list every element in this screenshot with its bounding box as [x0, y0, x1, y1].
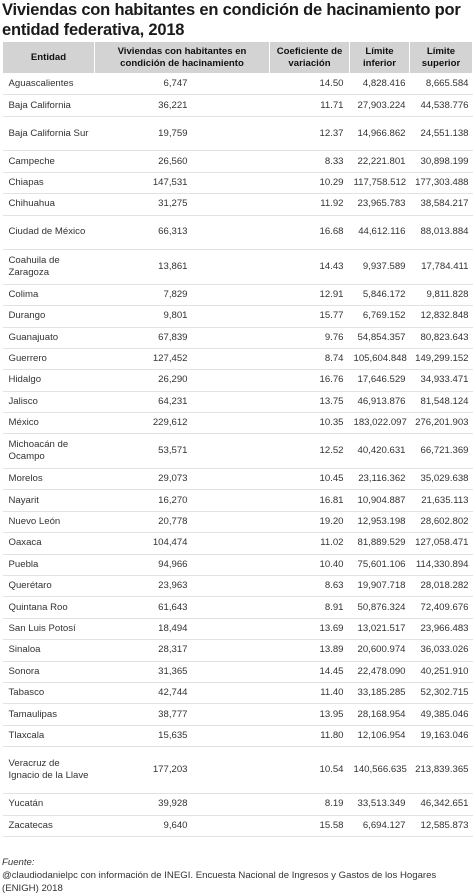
cell-limite-inferior: 33,185.285	[350, 682, 410, 703]
table-row	[3, 682, 473, 703]
cell-entidad: Yucatán	[3, 794, 95, 815]
cell-limite-superior: 12,585.873	[410, 815, 473, 836]
table-row	[3, 348, 473, 369]
cell-viviendas: 28,317	[95, 640, 270, 661]
cell-limite-inferior: 33,513.349	[350, 794, 410, 815]
table-row	[3, 554, 473, 575]
cell-limite-superior: 127,058.471	[410, 533, 473, 554]
cell-limite-superior: 24,551.138	[410, 116, 473, 151]
cell-viviendas: 66,313	[95, 215, 270, 250]
cell-entidad: Tlaxcala	[3, 725, 95, 746]
cell-limite-inferior: 54,854.357	[350, 327, 410, 348]
column-header-viviendas: Viviendas con habitantes en condición de hacinamiento	[95, 42, 270, 74]
cell-limite-superior: 34,933.471	[410, 370, 473, 391]
cell-viviendas: 16,270	[95, 490, 270, 511]
cell-viviendas: 104,474	[95, 533, 270, 554]
cell-limite-inferior: 6,694.127	[350, 815, 410, 836]
cell-viviendas: 18,494	[95, 618, 270, 639]
column-header-limite-inferior: Límite inferior	[350, 42, 410, 74]
cell-entidad: Nayarit	[3, 490, 95, 511]
cell-coeficiente: 14.43	[270, 250, 350, 285]
cell-limite-superior: 21,635.113	[410, 490, 473, 511]
cell-limite-superior: 28,602.802	[410, 511, 473, 532]
cell-limite-superior: 12,832.848	[410, 306, 473, 327]
cell-entidad: Guerrero	[3, 348, 95, 369]
cell-limite-inferior: 6,769.152	[350, 306, 410, 327]
cell-entidad: San Luis Potosí	[3, 618, 95, 639]
table-row	[3, 469, 473, 490]
cell-coeficiente: 15.58	[270, 815, 350, 836]
cell-limite-inferior: 40,420.631	[350, 434, 410, 469]
cell-viviendas: 15,635	[95, 725, 270, 746]
cell-limite-superior: 30,898.199	[410, 151, 473, 172]
cell-viviendas: 6,747	[95, 74, 270, 95]
cell-coeficiente: 10.35	[270, 413, 350, 434]
cell-entidad: Puebla	[3, 554, 95, 575]
cell-viviendas: 7,829	[95, 284, 270, 305]
cell-viviendas: 39,928	[95, 794, 270, 815]
cell-limite-inferior: 27,903.224	[350, 95, 410, 116]
cell-viviendas: 61,643	[95, 597, 270, 618]
cell-limite-superior: 72,409.676	[410, 597, 473, 618]
cell-entidad: Nuevo León	[3, 511, 95, 532]
table-row	[3, 704, 473, 725]
cell-limite-superior: 46,342.651	[410, 794, 473, 815]
cell-viviendas: 67,839	[95, 327, 270, 348]
cell-entidad: Aguascalientes	[3, 74, 95, 95]
cell-coeficiente: 13.69	[270, 618, 350, 639]
cell-viviendas: 9,801	[95, 306, 270, 327]
cell-viviendas: 229,612	[95, 413, 270, 434]
table-row	[3, 327, 473, 348]
cell-viviendas: 9,640	[95, 815, 270, 836]
cell-viviendas: 31,275	[95, 194, 270, 215]
cell-viviendas: 26,290	[95, 370, 270, 391]
cell-limite-inferior: 12,106.954	[350, 725, 410, 746]
cell-limite-inferior: 23,116.362	[350, 469, 410, 490]
cell-viviendas: 36,221	[95, 95, 270, 116]
cell-limite-superior: 81,548.124	[410, 391, 473, 412]
table-row	[3, 815, 473, 836]
cell-entidad: Baja California Sur	[3, 116, 95, 151]
cell-limite-inferior: 9,937.589	[350, 250, 410, 285]
cell-entidad: Michoacán de Ocampo	[3, 434, 95, 469]
cell-entidad: Campeche	[3, 151, 95, 172]
table-body	[3, 74, 473, 837]
source-note	[2, 856, 474, 895]
table-row	[3, 661, 473, 682]
cell-limite-inferior: 117,758.512	[350, 172, 410, 193]
cell-viviendas: 20,778	[95, 511, 270, 532]
cell-coeficiente: 8.19	[270, 794, 350, 815]
table-row	[3, 215, 473, 250]
cell-viviendas: 38,777	[95, 704, 270, 725]
cell-limite-superior: 213,839.365	[410, 747, 473, 794]
cell-coeficiente: 10.29	[270, 172, 350, 193]
cell-entidad: Guanajuato	[3, 327, 95, 348]
cell-limite-inferior: 183,022.097	[350, 413, 410, 434]
cell-entidad: Tabasco	[3, 682, 95, 703]
cell-limite-inferior: 17,646.529	[350, 370, 410, 391]
cell-limite-superior: 114,330.894	[410, 554, 473, 575]
cell-limite-inferior: 28,168.954	[350, 704, 410, 725]
cell-viviendas: 147,531	[95, 172, 270, 193]
cell-limite-superior: 44,538.776	[410, 95, 473, 116]
cell-coeficiente: 8.74	[270, 348, 350, 369]
cell-limite-inferior: 105,604.848	[350, 348, 410, 369]
cell-limite-inferior: 13,021.517	[350, 618, 410, 639]
cell-coeficiente: 12.37	[270, 116, 350, 151]
table-row	[3, 597, 473, 618]
cell-limite-superior: 49,385.046	[410, 704, 473, 725]
cell-coeficiente: 10.40	[270, 554, 350, 575]
cell-viviendas: 64,231	[95, 391, 270, 412]
table-row	[3, 95, 473, 116]
cell-limite-superior: 8,665.584	[410, 74, 473, 95]
cell-coeficiente: 9.76	[270, 327, 350, 348]
table-row	[3, 391, 473, 412]
cell-limite-inferior: 22,478.090	[350, 661, 410, 682]
cell-limite-inferior: 10,904.887	[350, 490, 410, 511]
cell-entidad: Veracruz de Ignacio de la Llave	[3, 747, 95, 794]
table-header	[3, 42, 473, 74]
cell-limite-superior: 149,299.152	[410, 348, 473, 369]
table-row	[3, 533, 473, 554]
cell-coeficiente: 13.75	[270, 391, 350, 412]
cell-limite-superior: 35,029.638	[410, 469, 473, 490]
column-header-coeficiente: Coeficiente de variación	[270, 42, 350, 74]
cell-entidad: Tamaulipas	[3, 704, 95, 725]
cell-limite-superior: 177,303.488	[410, 172, 473, 193]
page-title: Viviendas con habitantes en condición de hacinamiento por entidad federativa, 2018	[2, 1, 461, 39]
cell-coeficiente: 16.76	[270, 370, 350, 391]
cell-viviendas: 127,452	[95, 348, 270, 369]
table-row	[3, 511, 473, 532]
cell-limite-inferior: 4,828.416	[350, 74, 410, 95]
table-row	[3, 172, 473, 193]
cell-entidad: Sonora	[3, 661, 95, 682]
cell-limite-inferior: 12,953.198	[350, 511, 410, 532]
table-row	[3, 747, 473, 794]
cell-entidad: Sinaloa	[3, 640, 95, 661]
table-row	[3, 306, 473, 327]
cell-limite-inferior: 5,846.172	[350, 284, 410, 305]
column-header-limite-superior: Límite superior	[410, 42, 473, 74]
cell-limite-superior: 276,201.903	[410, 413, 473, 434]
cell-viviendas: 94,966	[95, 554, 270, 575]
cell-limite-superior: 38,584.217	[410, 194, 473, 215]
cell-entidad: Coahuila de Zaragoza	[3, 250, 95, 285]
cell-limite-superior: 17,784.411	[410, 250, 473, 285]
cell-viviendas: 31,365	[95, 661, 270, 682]
cell-coeficiente: 8.91	[270, 597, 350, 618]
table-row	[3, 250, 473, 285]
table-row	[3, 284, 473, 305]
cell-entidad: Colima	[3, 284, 95, 305]
cell-limite-superior: 80,823.643	[410, 327, 473, 348]
cell-coeficiente: 19.20	[270, 511, 350, 532]
table-row	[3, 370, 473, 391]
cell-entidad: Ciudad de México	[3, 215, 95, 250]
cell-coeficiente: 10.45	[270, 469, 350, 490]
cell-limite-inferior: 22,221.801	[350, 151, 410, 172]
cell-entidad: Chihuahua	[3, 194, 95, 215]
cell-coeficiente: 16.68	[270, 215, 350, 250]
table-row	[3, 725, 473, 746]
cell-entidad: Quintana Roo	[3, 597, 95, 618]
table-row	[3, 116, 473, 151]
cell-coeficiente: 8.63	[270, 576, 350, 597]
cell-entidad: México	[3, 413, 95, 434]
cell-limite-superior: 23,966.483	[410, 618, 473, 639]
table-row	[3, 618, 473, 639]
cell-limite-inferior: 19,907.718	[350, 576, 410, 597]
cell-viviendas: 23,963	[95, 576, 270, 597]
cell-coeficiente: 14.45	[270, 661, 350, 682]
cell-coeficiente: 16.81	[270, 490, 350, 511]
cell-coeficiente: 10.54	[270, 747, 350, 794]
cell-limite-superior: 88,013.884	[410, 215, 473, 250]
cell-limite-inferior: 20,600.974	[350, 640, 410, 661]
cell-limite-superior: 36,033.026	[410, 640, 473, 661]
cell-coeficiente: 14.50	[270, 74, 350, 95]
table-row	[3, 194, 473, 215]
cell-entidad: Oaxaca	[3, 533, 95, 554]
cell-viviendas: 26,560	[95, 151, 270, 172]
column-header-entidad: Entidad	[3, 42, 95, 74]
cell-coeficiente: 11.92	[270, 194, 350, 215]
cell-limite-inferior: 81,889.529	[350, 533, 410, 554]
cell-coeficiente: 11.40	[270, 682, 350, 703]
cell-limite-superior: 28,018.282	[410, 576, 473, 597]
cell-entidad: Chiapas	[3, 172, 95, 193]
cell-entidad: Morelos	[3, 469, 95, 490]
cell-entidad: Baja California	[3, 95, 95, 116]
table-row	[3, 490, 473, 511]
cell-entidad: Hidalgo	[3, 370, 95, 391]
cell-coeficiente: 11.71	[270, 95, 350, 116]
cell-coeficiente: 11.80	[270, 725, 350, 746]
cell-viviendas: 19,759	[95, 116, 270, 151]
table-row	[3, 413, 473, 434]
cell-coeficiente: 15.77	[270, 306, 350, 327]
cell-limite-inferior: 50,876.324	[350, 597, 410, 618]
cell-limite-superior: 52,302.715	[410, 682, 473, 703]
cell-limite-inferior: 44,612.116	[350, 215, 410, 250]
cell-coeficiente: 13.95	[270, 704, 350, 725]
cell-viviendas: 177,203	[95, 747, 270, 794]
table-row	[3, 576, 473, 597]
cell-coeficiente: 11.02	[270, 533, 350, 554]
source-label: Fuente:	[2, 857, 35, 868]
cell-coeficiente: 12.52	[270, 434, 350, 469]
cell-viviendas: 29,073	[95, 469, 270, 490]
cell-entidad: Querétaro	[3, 576, 95, 597]
table-row	[3, 794, 473, 815]
cell-limite-inferior: 23,965.783	[350, 194, 410, 215]
data-table	[2, 41, 473, 837]
source-text: @claudiodanielpc con información de INEGI. Encuesta Nacional de Ingresos y Gastos de los Hogares (ENIGH) 2018	[2, 870, 437, 894]
cell-limite-superior: 9,811.828	[410, 284, 473, 305]
table-row	[3, 640, 473, 661]
cell-entidad: Jalisco	[3, 391, 95, 412]
cell-viviendas: 13,861	[95, 250, 270, 285]
table-row	[3, 151, 473, 172]
cell-coeficiente: 13.89	[270, 640, 350, 661]
cell-limite-superior: 40,251.910	[410, 661, 473, 682]
table-row	[3, 74, 473, 95]
cell-entidad: Durango	[3, 306, 95, 327]
cell-coeficiente: 12.91	[270, 284, 350, 305]
table-row	[3, 434, 473, 469]
cell-limite-inferior: 46,913.876	[350, 391, 410, 412]
cell-entidad: Zacatecas	[3, 815, 95, 836]
cell-limite-superior: 66,721.369	[410, 434, 473, 469]
cell-coeficiente: 8.33	[270, 151, 350, 172]
cell-limite-superior: 19,163.046	[410, 725, 473, 746]
cell-limite-inferior: 140,566.635	[350, 747, 410, 794]
cell-limite-inferior: 75,601.106	[350, 554, 410, 575]
cell-viviendas: 53,571	[95, 434, 270, 469]
cell-limite-inferior: 14,966.862	[350, 116, 410, 151]
cell-viviendas: 42,744	[95, 682, 270, 703]
